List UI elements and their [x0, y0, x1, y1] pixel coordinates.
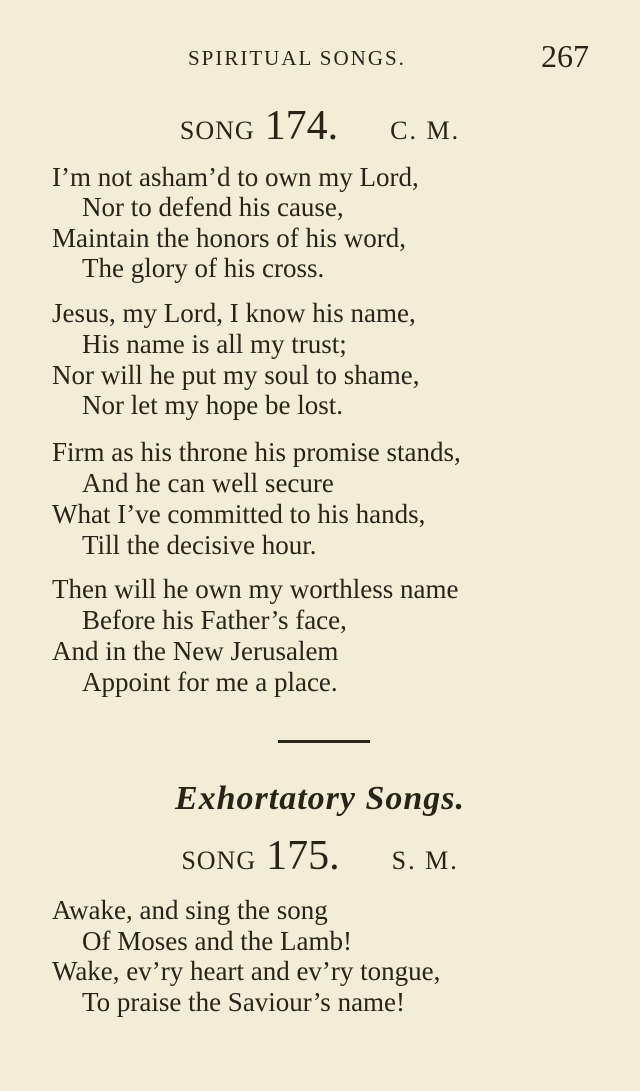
- page-number: 267: [541, 38, 589, 74]
- verse-line: Wake, ev’ry heart and ev’ry tongue,: [52, 956, 441, 986]
- verse-line: And in the New Jerusalem: [52, 636, 339, 666]
- verse-line: Nor will he put my soul to shame,: [52, 360, 420, 390]
- verse-line: What I’ve committed to his hands,: [52, 499, 426, 529]
- verse-line: To praise the Saviour’s name!: [82, 987, 406, 1017]
- verse-line: Appoint for me a place.: [82, 667, 338, 697]
- verse-line: I’m not asham’d to own my Lord,: [52, 162, 419, 192]
- running-head: [0, 40, 640, 80]
- verse-line: His name is all my trust;: [82, 329, 347, 359]
- verse-line: Nor let my hope be lost.: [82, 390, 343, 420]
- song-heading: [0, 102, 640, 150]
- running-title: SPIRITUAL SONGS.: [188, 46, 406, 70]
- section-divider: [278, 740, 370, 743]
- verse-line: Firm as his throne his promise stands,: [52, 437, 461, 467]
- song-meter: S. M.: [391, 846, 459, 875]
- verse-line: Awake, and sing the song: [52, 895, 328, 925]
- verse-line: Nor to defend his cause,: [82, 192, 344, 222]
- verse-line: Then will he own my worthless name: [52, 574, 459, 604]
- verse-line: Before his Father’s face,: [82, 605, 347, 635]
- song-label: SONG: [179, 116, 255, 145]
- verse-line: Of Moses and the Lamb!: [82, 926, 352, 956]
- song-number: 174.: [264, 103, 339, 149]
- section-title: Exhortatory Songs.: [174, 780, 466, 817]
- song-label: SONG: [181, 846, 257, 875]
- verse-line: The glory of his cross.: [82, 253, 325, 283]
- verse-line: And he can well secure: [82, 468, 334, 498]
- verse-line: Jesus, my Lord, I know his name,: [52, 298, 416, 328]
- song-heading: [0, 832, 640, 880]
- song-number: 175.: [266, 833, 340, 879]
- song-meter: C. M.: [390, 116, 461, 145]
- verse-line: Maintain the honors of his word,: [52, 223, 406, 253]
- verse-line: Till the decisive hour.: [82, 530, 317, 560]
